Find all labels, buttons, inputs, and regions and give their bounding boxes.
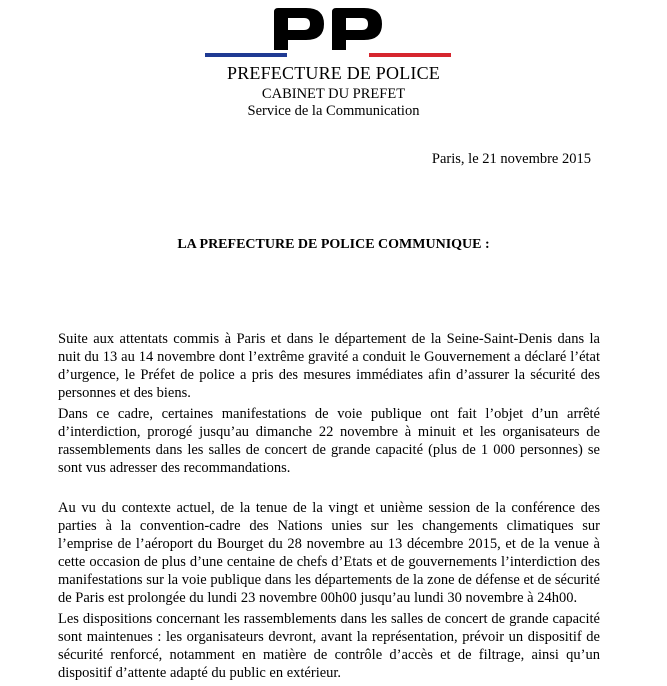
tricolor-flag-bar <box>205 53 451 57</box>
press-release-headline: LA PREFECTURE DE POLICE COMMUNIQUE : <box>177 237 490 252</box>
flag-white-segment <box>287 53 369 57</box>
paragraph-1: Suite aux attentats commis à Paris et dans le département de la Seine-Saint-Denis dans la nuit du 13 au 14 novembre dont l’extrême gravité a conduit le Gouvernement a déclaré l’état d’urgence, le Préfet de police a pris des mesures immédiates afin d’assurer la sécurité des personnes et des biens. <box>58 331 600 401</box>
paragraph-3: Au vu du contexte actuel, de la tenue de la vingt et unième session de la conférence des parties à la convention-cadre des Nations unies sur les changements climatiques sur l’emprise de l’aéroport du Bourget du 28 novembre au 13 décembre 2015, et de la venue à cette occasion de plus d’une centaine de chefs d’Etats et de gouvernements l’interdiction des manifestations sur la voie publique dans les départements de la zone de défense et de sécurité de Paris est prolongée du lundi 23 novembre 00h00 jusqu’au lundi 30 novembre à 24h00. <box>58 500 600 606</box>
paragraph-2: Dans ce cadre, certaines manifestations de voie publique ont fait l’objet d’un arrêté d’interdiction, prorogé jusqu’au dimanche 22 novembre à minuit et les organisateurs de rassemblements dans les salles de concert de grande capacité (plus de 1 000 personnes) se sont vus adresser des recommandations. <box>58 406 600 476</box>
document-date: Paris, le 21 novembre 2015 <box>431 151 591 167</box>
cabinet-title: CABINET DU PREFET <box>261 86 406 102</box>
service-title: Service de la Communication <box>247 103 420 119</box>
paragraph-4: Les dispositions concernant les rassemblements dans les salles de concert de grande capacité sont maintenues : les organisateurs devront, avant la représentation, prévoir un dispositif de sécurité renforcé, notamment en matière de contrôle d’accès et de filtrage, ainsi qu’un dispositif d’attente adapté du public en extérieur. <box>58 611 600 681</box>
agency-name: PREFECTURE DE POLICE <box>226 63 440 83</box>
prefecture-logo-icon <box>270 6 386 52</box>
flag-blue-segment <box>205 53 287 57</box>
flag-red-segment <box>369 53 451 57</box>
